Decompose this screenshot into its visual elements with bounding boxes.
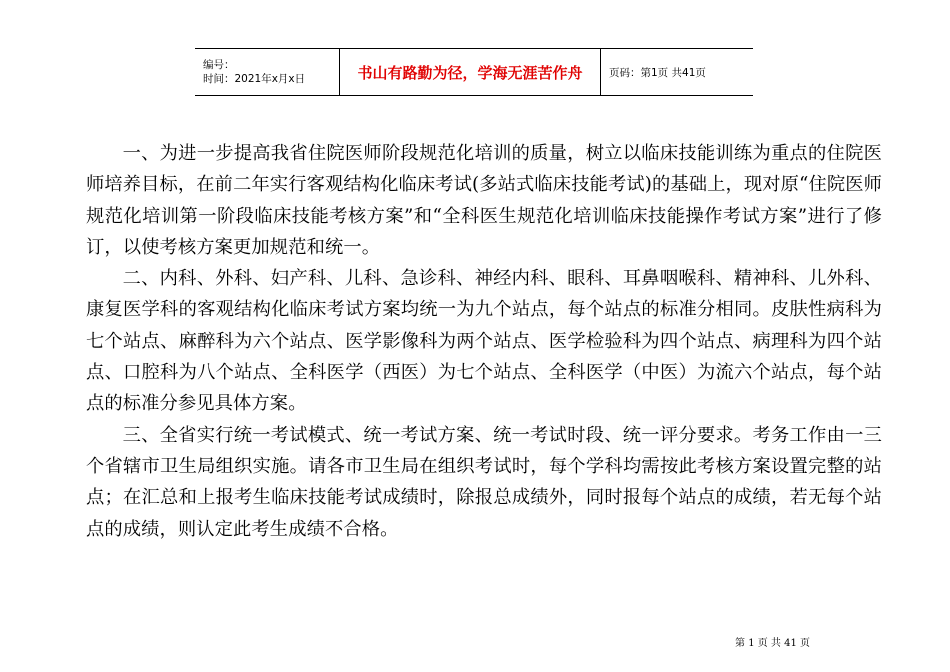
header-meta-cell [195,49,339,95]
header-page-code: 页码：第1页 共41页 [609,66,706,79]
paragraph-1: 一、为进一步提高我省住院医师阶段规范化培训的质量，树立以临床技能训练为重点的住院医师培养目标，在前二年实行客观结构化临床考试(多站式临床技能考试)的基础上，现对原“住院医师规范化培训第一阶段临床技能考核方案”和“全科医生规范化培训临床技能操作考试方案”进行了修订，以使考核方案更加规范和统一。 [86,143,882,258]
page-footer: 第 1 页 共 41 页 [735,638,810,649]
header-motto: 书山有路勤为径，学海无涯苦作舟 [339,49,601,95]
paragraph-2: 二、内科、外科、妇产科、儿科、急诊科、神经内科、眼科、耳鼻咽喉科、精神科、儿外科、康复医学科的客观结构化临床考试方案均统一为九个站点，每个站点的标准分相同。皮肤性病科为七个站点、麻醉科为六个站点、医学影像科为两个站点、医学检验科为四个站点、病理科为四个站点、口腔科为八个站点、全科医学（西医）为七个站点、全科医学（中医）为流六个站点，每个站点的标准分参见具体方案。 [86,268,882,415]
date-label: 时间：2021年x月x日 [203,73,306,85]
document-body [86,138,882,545]
document-header [195,48,753,96]
paragraph-3: 三、全省实行统一考试模式、统一考试方案、统一考试时段、统一评分要求。考务工作由一三个省辖市卫生局组织实施。请各市卫生局在组织考试时，每个学科均需按此考核方案设置完整的站点；在汇总和上报考生临床技能考试成绩时，除报总成绩外，同时报每个站点的成绩，若无每个站点的成绩，则认定此考生成绩不合格。 [86,424,882,540]
serial-number-label: 编号： [203,59,235,71]
